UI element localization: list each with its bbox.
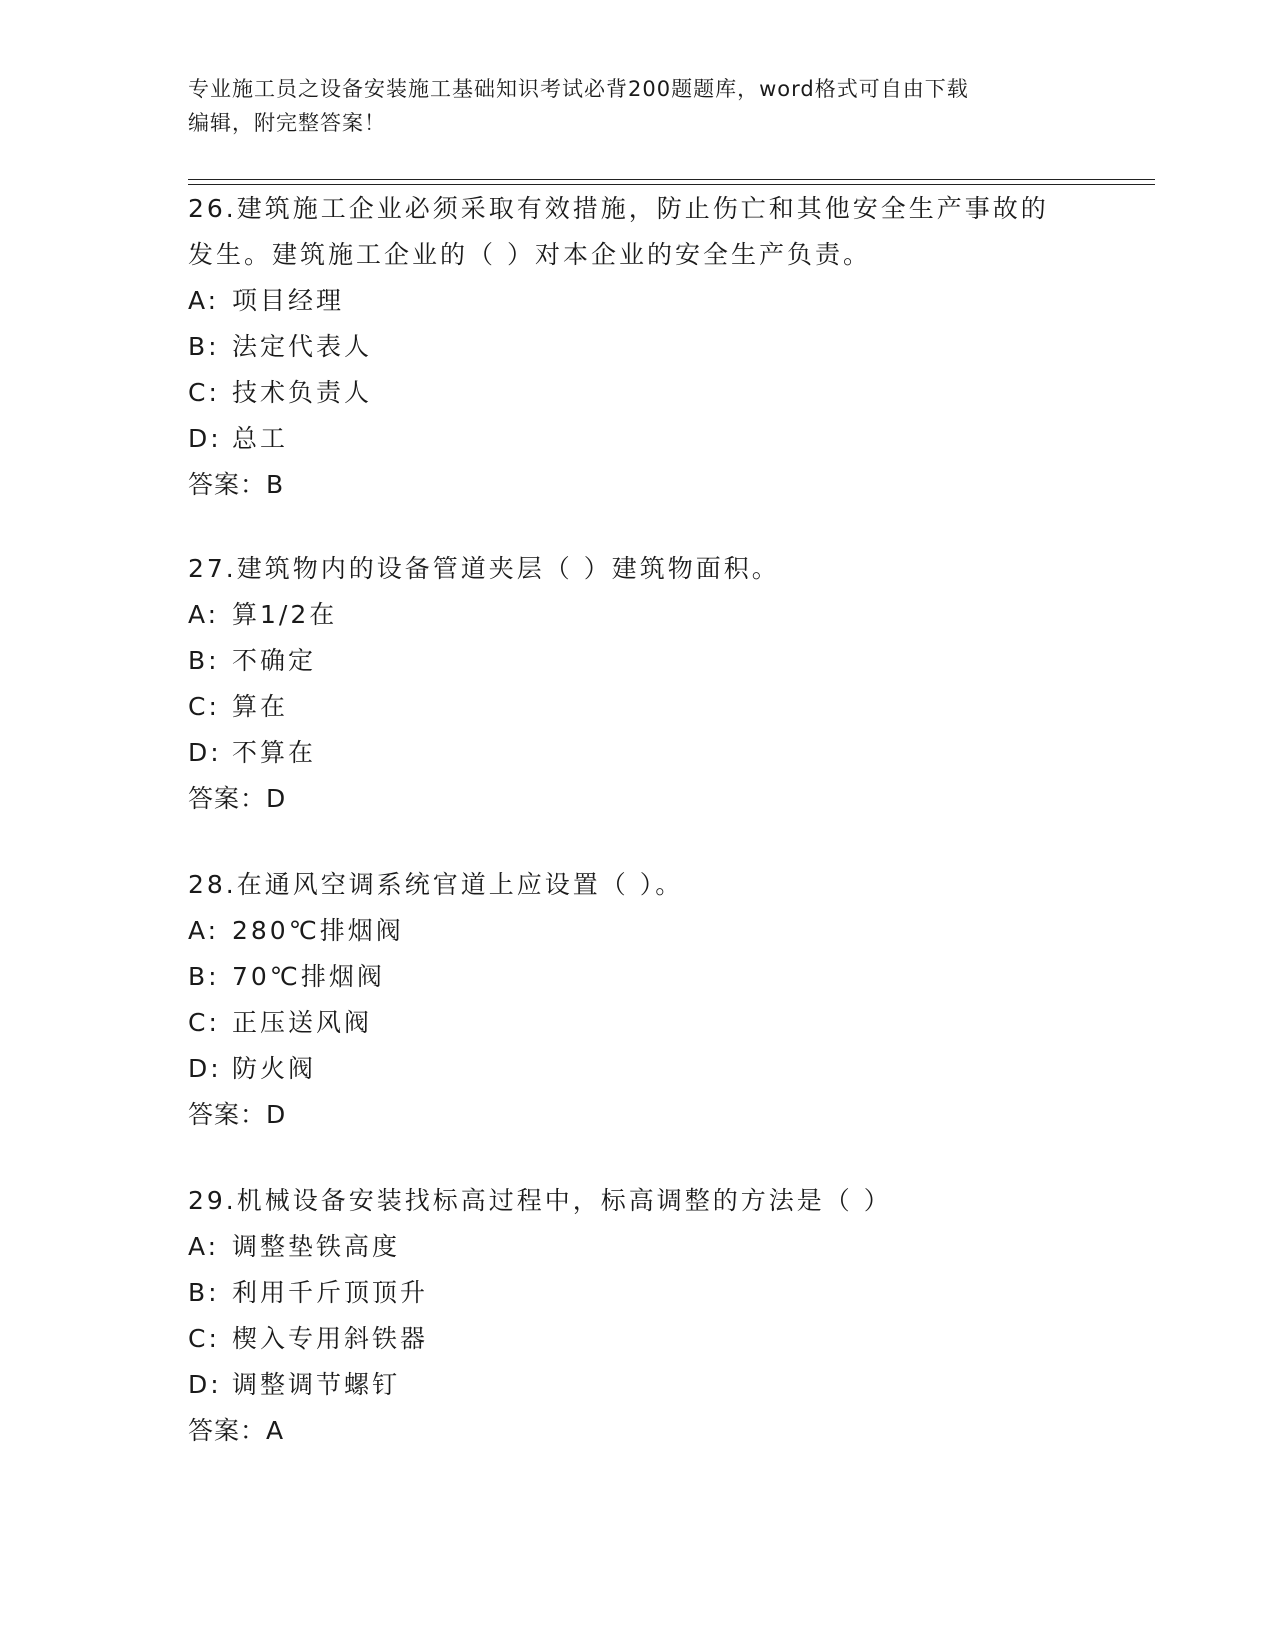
option-d [188, 1362, 1088, 1408]
header-divider-bottom [188, 184, 1155, 185]
option-d [188, 730, 1088, 776]
option-letter: B: [188, 332, 220, 361]
option-c [188, 1316, 1088, 1362]
option-text: 不确定 [232, 646, 317, 675]
option-c [188, 1000, 1088, 1046]
option-text: 技术负责人 [232, 378, 373, 407]
option-text: 利用千斤顶顶升 [232, 1278, 429, 1307]
answer-line: 答案：D [188, 784, 287, 813]
question-stem: 29.机械设备安装找标高过程中，标高调整的方法是（ ） [188, 1186, 892, 1215]
option-letter: B: [188, 1278, 220, 1307]
question-stem-continued: 发生。建筑施工企业的（ ）对本企业的安全生产负责。 [188, 240, 871, 269]
option-a [188, 592, 1088, 638]
option-letter: A: [188, 600, 220, 629]
option-b [188, 1270, 1088, 1316]
option-text: 总工 [232, 424, 289, 453]
option-letter: B: [188, 962, 220, 991]
option-a [188, 278, 1088, 324]
option-letter: C: [188, 1008, 220, 1037]
answer-line: 答案：D [188, 1100, 287, 1129]
option-text: 70℃排烟阀 [232, 962, 385, 991]
question-stem: 26.建筑施工企业必须采取有效措施，防止伤亡和其他安全生产事故的 [188, 194, 1049, 223]
option-text: 算1/2在 [232, 600, 338, 629]
answer-line: 答案：A [188, 1416, 285, 1445]
header-line-1: 专业施工员之设备安装施工基础知识考试必背200题题库，word格式可自由下载 [188, 77, 969, 101]
option-b [188, 324, 1088, 370]
answer-line: 答案：B [188, 470, 285, 499]
question-stem: 28.在通风空调系统官道上应设置（ ）。 [188, 870, 684, 899]
question-27 [188, 546, 1088, 822]
option-letter: C: [188, 378, 220, 407]
option-text: 项目经理 [232, 286, 345, 315]
option-text: 算在 [232, 692, 289, 721]
option-b [188, 638, 1088, 684]
option-letter: D: [188, 738, 222, 767]
option-text: 280℃排烟阀 [232, 916, 404, 945]
option-a [188, 908, 1088, 954]
option-letter: C: [188, 692, 220, 721]
option-letter: A: [188, 286, 220, 315]
option-text: 正压送风阀 [232, 1008, 373, 1037]
option-text: 防火阀 [232, 1054, 317, 1083]
option-letter: A: [188, 916, 220, 945]
option-text: 调整垫铁高度 [232, 1232, 401, 1261]
question-29 [188, 1178, 1088, 1454]
option-letter: D: [188, 1054, 222, 1083]
option-c [188, 684, 1088, 730]
question-stem: 27.建筑物内的设备管道夹层（ ）建筑物面积。 [188, 554, 780, 583]
header-divider-top [188, 179, 1155, 180]
question-28 [188, 862, 1088, 1138]
option-letter: C: [188, 1324, 220, 1353]
document-header [188, 72, 1088, 140]
option-letter: A: [188, 1232, 220, 1261]
option-d [188, 416, 1088, 462]
option-text: 不算在 [232, 738, 317, 767]
option-b [188, 954, 1088, 1000]
option-letter: D: [188, 424, 222, 453]
option-a [188, 1224, 1088, 1270]
option-text: 楔入专用斜铁器 [232, 1324, 429, 1353]
option-letter: D: [188, 1370, 222, 1399]
header-line-2: 编辑，附完整答案！ [188, 111, 386, 135]
option-letter: B: [188, 646, 220, 675]
option-text: 调整调节螺钉 [232, 1370, 401, 1399]
option-text: 法定代表人 [232, 332, 373, 361]
option-c [188, 370, 1088, 416]
question-26 [188, 186, 1088, 508]
option-d [188, 1046, 1088, 1092]
